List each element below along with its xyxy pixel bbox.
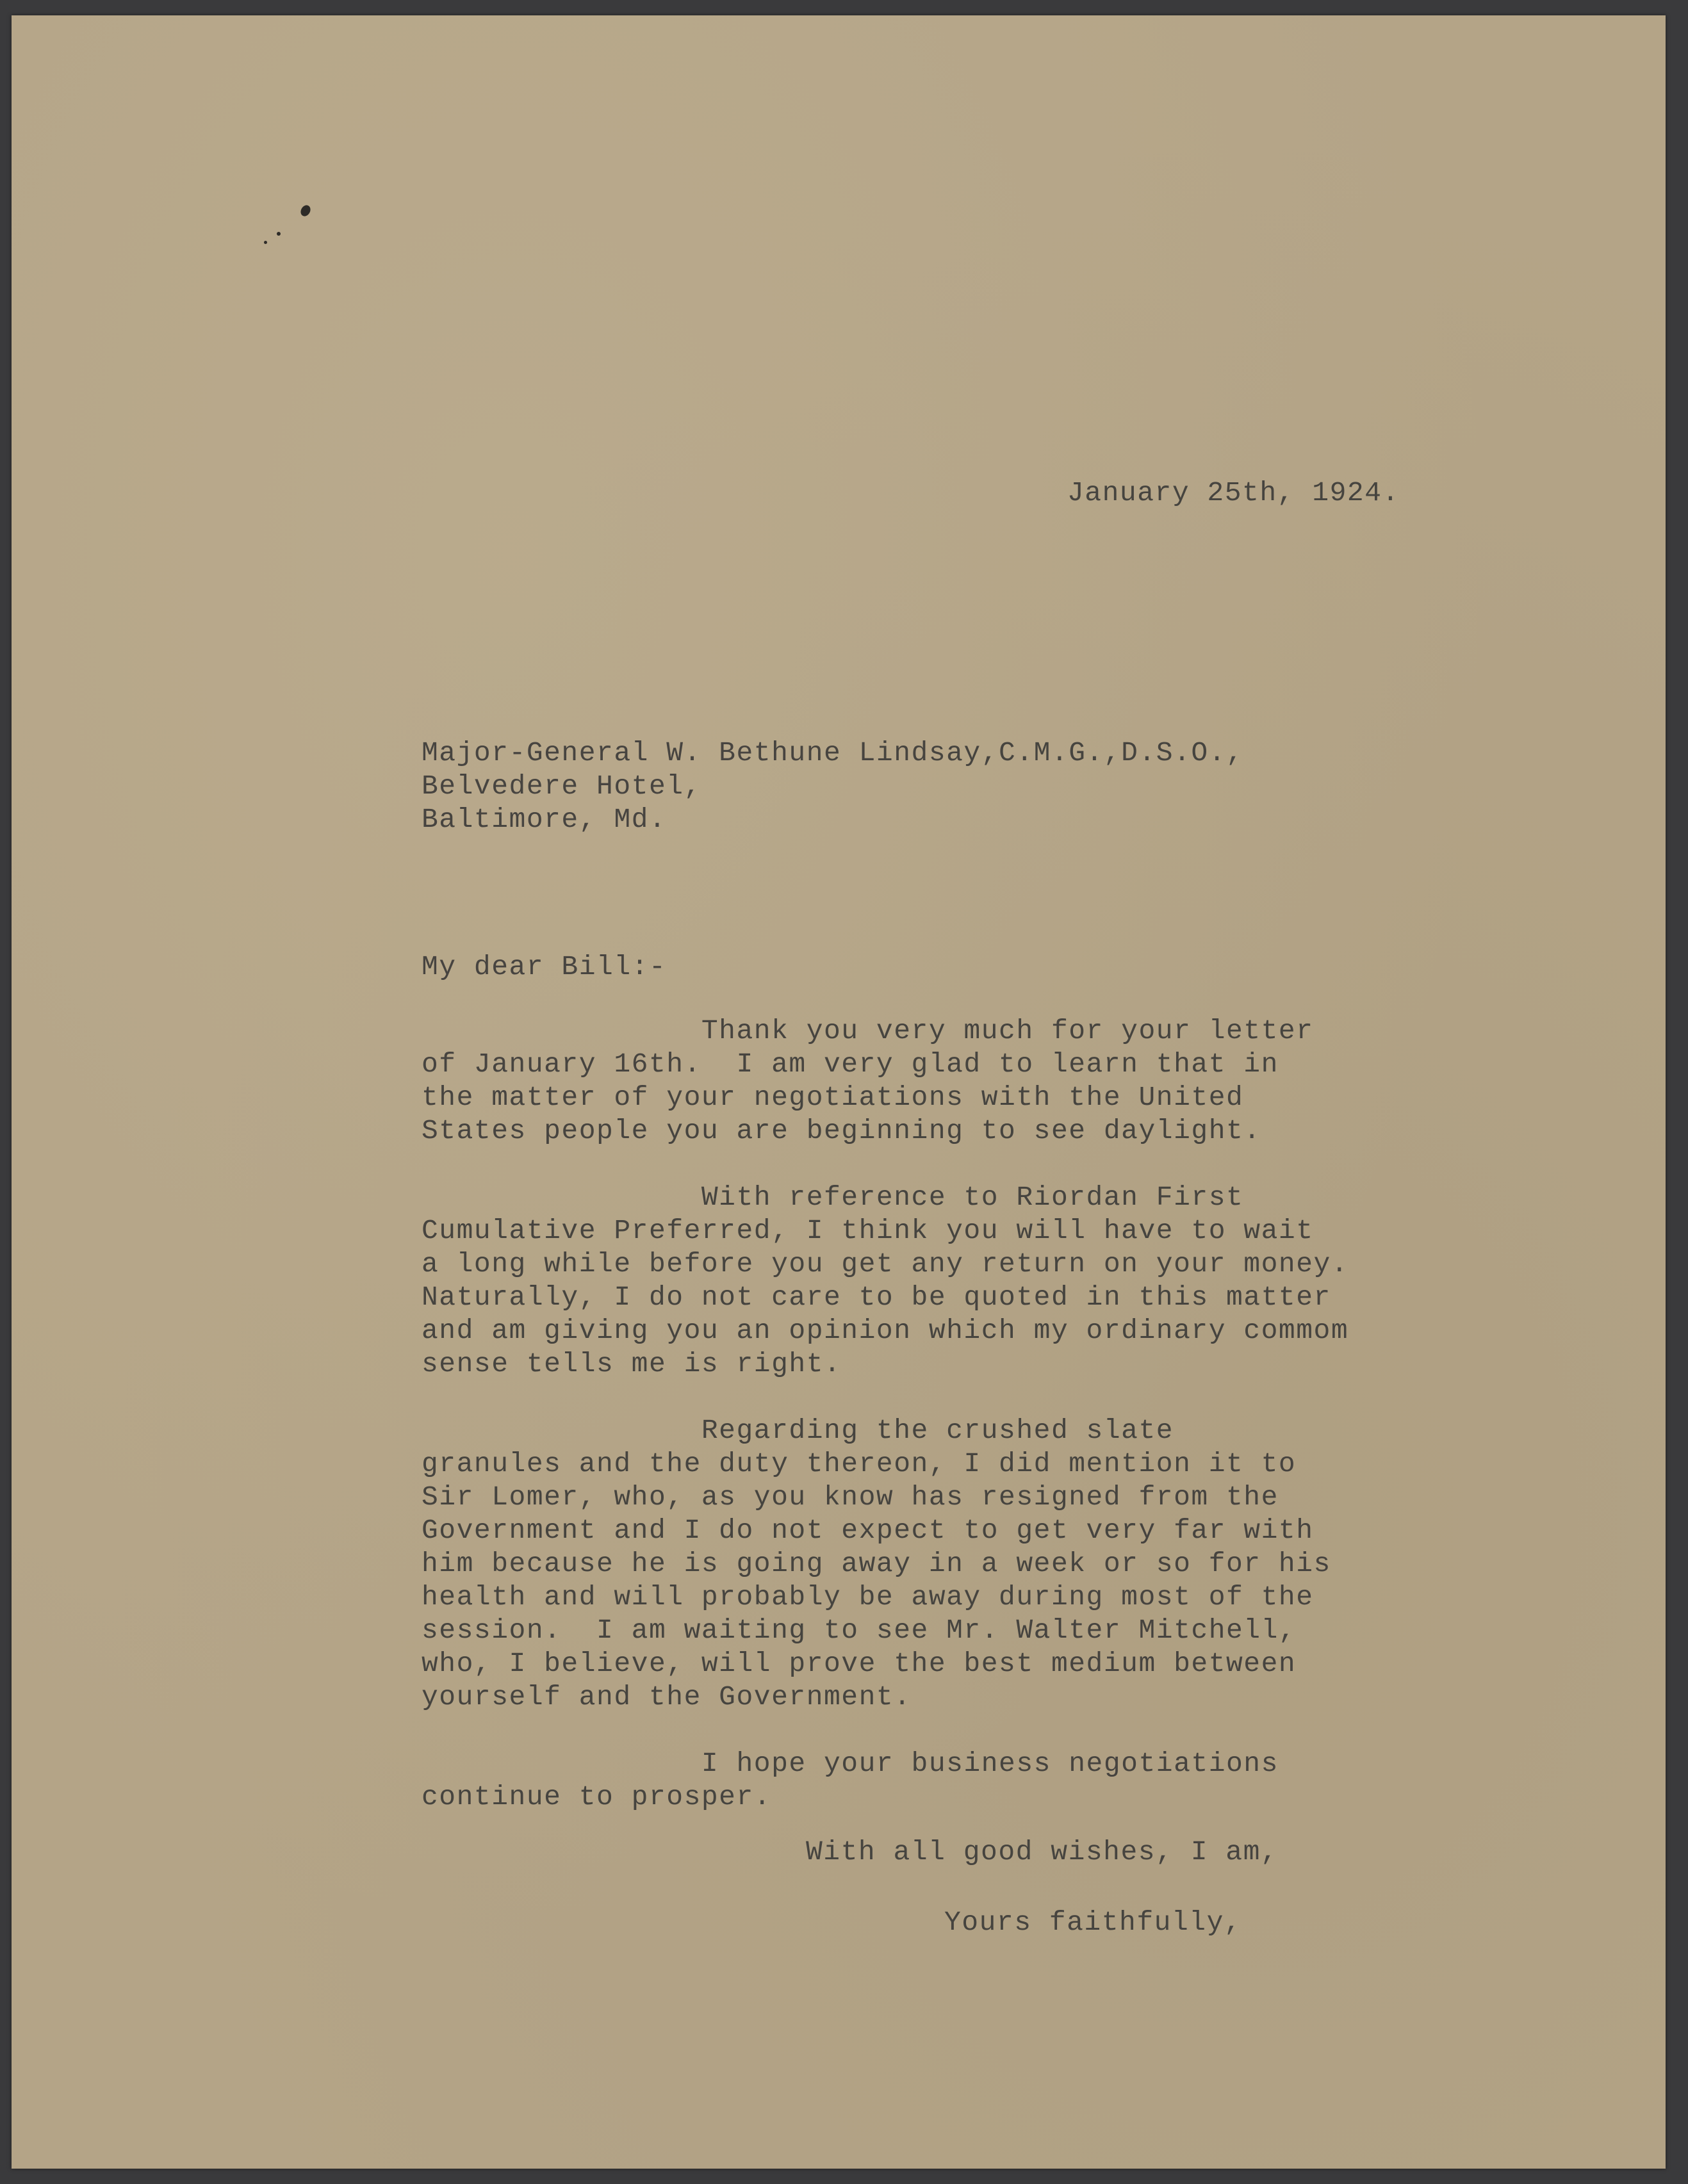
address-line: Baltimore, Md.: [422, 804, 667, 835]
signoff: Yours faithfully,: [944, 1907, 1242, 1938]
letter-date: January 25th, 1924.: [1067, 477, 1400, 509]
address-line: Major-General W. Bethune Lindsay,C.M.G.,D.S.O.,: [422, 737, 1244, 769]
closing-line: With all good wishes, I am,: [806, 1836, 1279, 1868]
address-line: Belvedere Hotel,: [422, 770, 701, 802]
ink-speck: [264, 241, 267, 244]
salutation: My dear Bill:-: [422, 951, 667, 982]
ink-speck: [277, 232, 281, 236]
ink-speck: [299, 204, 312, 218]
letter-page: [12, 15, 1666, 2169]
recipient-address: [422, 737, 1243, 836]
letter-body: Thank you very much for your letter of January 16th. I am very glad to learn that in the matter of your negotiations with the United States people you are beginning to see daylight. With reference to Riordan First Cumulative Preferred, I think you will have to wait a long while before you get any return on your money. Naturally, I do not care to be quoted in this matter and am giving you an opinion which my ordinary commom sense tells me is right. Regarding the crushed slate granules and the duty thereon, I did mention it to Sir Lomer, who, as you know has resigned from the Government and I do not expect to get very far with him because he is going away in a week or so for his health and will probably be away during most of the session. I am waiting to see Mr. Walter Mitchell, who, I believe, will prove the best medium between yourself and the Government. I hope your business negotiations continue to prosper.: [422, 1015, 1349, 1813]
